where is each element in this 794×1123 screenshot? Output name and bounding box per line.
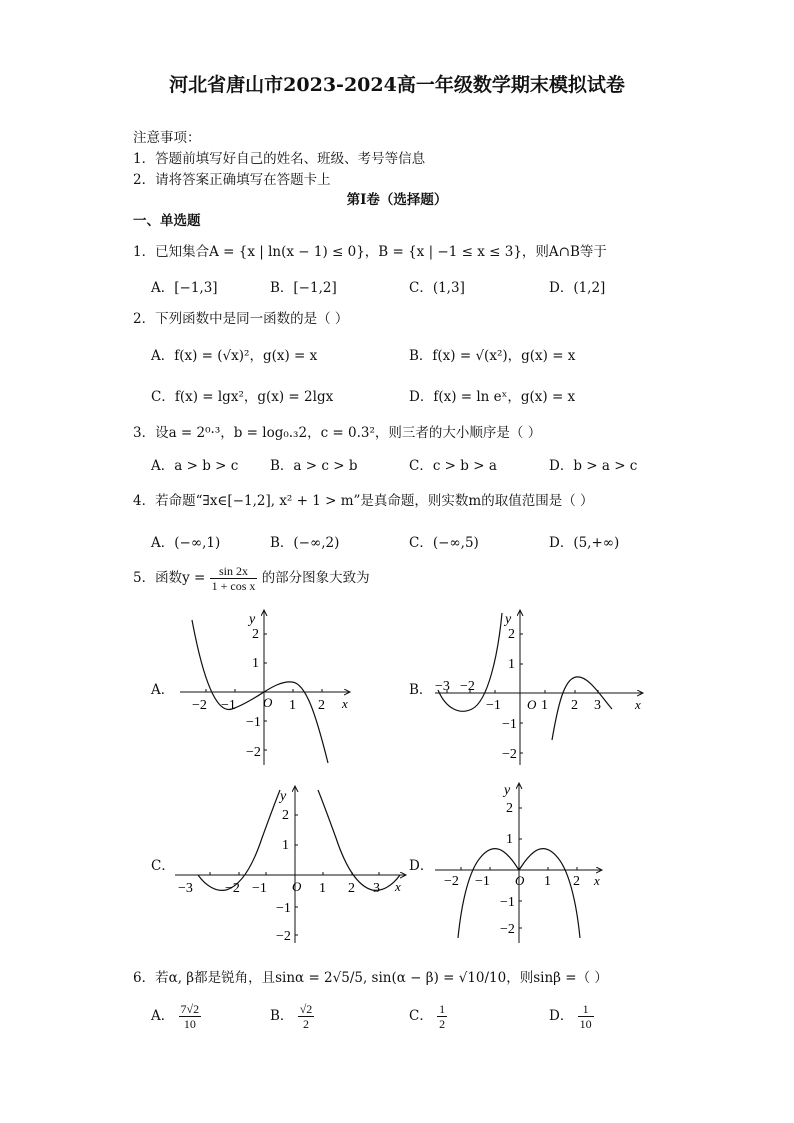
x-tick: −1: [486, 698, 501, 713]
q6-option-c: [409, 1002, 447, 1031]
graph-a: [170, 605, 370, 770]
curve-b-right: [552, 677, 612, 740]
q6-option-b-label: B．: [270, 1008, 294, 1024]
y-tick: −1: [500, 895, 515, 910]
x-label: x: [594, 873, 600, 888]
q1-option-c: C．(1,3]: [409, 280, 465, 296]
y-label: y: [249, 612, 256, 627]
x-tick: 2: [318, 698, 325, 713]
q6-b-num: √2: [299, 1002, 313, 1016]
q1-option-a: A．[−1,3]: [151, 280, 218, 296]
q6-option-d-label: D．: [549, 1008, 574, 1024]
q6-a-num: 7√2: [180, 1002, 200, 1016]
q5-fraction-num: sin 2x: [210, 564, 258, 579]
q6-option-a: [151, 1002, 201, 1031]
page-title: 河北省唐山市2023-2024高一年级数学期末模拟试卷: [169, 74, 625, 96]
y-tick: −1: [502, 717, 517, 732]
note-item-2: 2．请将答案正确填写在答题卡上: [133, 172, 331, 188]
part-title: 第I卷（选择题）: [346, 192, 448, 208]
question-1-stem: 1．已知集合A = {x | ln(x − 1) ≤ 0}，B = {x | −1 ≤ x ≤ 3}，则A∩B等于: [133, 244, 607, 260]
q5-option-a-label: A．: [151, 682, 175, 698]
x-tick: −3: [178, 881, 193, 896]
q6-b-den: 2: [303, 1017, 310, 1031]
x-label: x: [342, 696, 348, 711]
x-tick: 2: [573, 874, 580, 889]
y-label: y: [280, 789, 287, 804]
y-tick: 1: [252, 656, 259, 671]
q6-d-num: 1: [578, 1002, 594, 1017]
question-5-stem: [133, 564, 370, 593]
x-tick: −2: [444, 874, 459, 889]
q4-option-b: B．(−∞,2): [270, 535, 340, 551]
y-tick: −2: [500, 922, 515, 937]
q6-option-b-fraction: [298, 1002, 315, 1031]
q5-fraction-den: 1 + cos x: [211, 579, 256, 593]
y-tick: 2: [508, 627, 515, 642]
note-item-1: 1．答题前填写好自己的姓名、班级、考号等信息: [133, 151, 426, 167]
q6-option-b: [270, 1002, 314, 1031]
x-tick: 2: [571, 698, 578, 713]
q2-option-a: A．f(x) = (√x)²，g(x) = x: [151, 348, 318, 364]
q1-option-b: B．[−1,2]: [270, 280, 337, 296]
x-tick: 1: [544, 874, 551, 889]
q6-a-den: 10: [183, 1017, 196, 1031]
y-label: y: [504, 783, 511, 798]
x-tick: 2: [348, 881, 355, 896]
y-tick: −2: [246, 745, 261, 760]
x-tick: −1: [252, 881, 267, 896]
x-tick: 1: [319, 881, 326, 896]
graph-d: [430, 778, 610, 948]
y-tick: 2: [282, 808, 289, 823]
x-tick: 3: [373, 881, 380, 896]
q2-option-c: C．f(x) = lgx²，g(x) = 2lgx: [151, 389, 334, 405]
q5-stem-prefix: 5．函数y =: [133, 570, 206, 586]
x-tick: −2: [192, 698, 207, 713]
x-tick: 3: [594, 698, 601, 713]
q4-option-c: C．(−∞,5): [409, 535, 479, 551]
y-tick: −2: [276, 929, 291, 944]
x-tick: −2: [225, 881, 240, 896]
y-tick: −1: [276, 901, 291, 916]
q5-option-d-label: D．: [409, 858, 434, 874]
x-tick: 1: [289, 698, 296, 713]
x-tick: −3: [435, 679, 450, 694]
q5-option-c-label: C．: [151, 858, 175, 874]
y-tick: −1: [246, 715, 261, 730]
q1-option-d: D．(1,2]: [549, 280, 606, 296]
graph-b: [430, 605, 650, 770]
q3-option-c: C．c > b > a: [409, 458, 497, 474]
y-tick: 1: [282, 838, 289, 853]
q5-stem-suffix: 的部分图象大致为: [261, 570, 370, 586]
q4-option-a: A．(−∞,1): [151, 535, 221, 551]
x-tick: −1: [475, 874, 490, 889]
x-label: x: [635, 697, 641, 712]
y-tick: 2: [252, 627, 259, 642]
x-tick: 1: [541, 698, 548, 713]
question-2-stem: 2．下列函数中是同一函数的是（ ）: [133, 311, 349, 327]
q6-option-a-fraction: [179, 1002, 202, 1031]
q3-option-d: D．b > a > c: [549, 458, 638, 474]
q6-c-num: 1: [439, 1002, 446, 1016]
x-tick: −1: [221, 698, 236, 713]
origin-label: O: [292, 879, 302, 894]
q6-d-den: 10: [579, 1017, 592, 1031]
origin-label: O: [515, 873, 525, 888]
question-3-stem: 3．设a = 2⁰·³，b = log₀.₃2，c = 0.3²，则三者的大小顺序是（ ）: [133, 425, 542, 441]
q6-option-c-label: C．: [409, 1008, 433, 1024]
q4-option-d: D．(5,+∞): [549, 535, 620, 551]
q3-option-a: A．a > b > c: [151, 458, 239, 474]
curve-b-left: [438, 613, 502, 711]
y-tick: 1: [506, 832, 513, 847]
q2-option-d: D．f(x) = ln eˣ，g(x) = x: [409, 389, 576, 405]
q5-fraction: [210, 564, 258, 593]
section-title: 一、单选题: [133, 213, 201, 229]
notes-heading: 注意事项：: [133, 130, 201, 146]
y-tick: 2: [506, 801, 513, 816]
x-tick: −2: [460, 679, 475, 694]
question-6-stem: 6．若α, β都是锐角，且sinα = 2√5/5, sin(α − β) = √10/10，则sinβ =（ ）: [133, 970, 608, 986]
q6-option-d-fraction: [578, 1002, 594, 1031]
y-tick: −2: [502, 747, 517, 762]
x-label: x: [395, 879, 401, 894]
q6-c-den: 2: [439, 1017, 446, 1031]
origin-label: O: [527, 697, 537, 712]
graph-c: [170, 778, 410, 948]
y-tick: 1: [508, 657, 515, 672]
origin-label: O: [263, 695, 273, 710]
q2-option-b: B．f(x) = √(x²)，g(x) = x: [409, 348, 576, 364]
q3-option-b: B．a > c > b: [270, 458, 358, 474]
q6-option-d: [549, 1002, 594, 1031]
question-4-stem: 4．若命题“∃x∈[−1,2], x² + 1 > m”是真命题，则实数m的取值范围是（ ）: [133, 493, 594, 509]
q5-option-b-label: B．: [409, 682, 433, 698]
q6-option-c-fraction: [437, 1002, 447, 1031]
q6-option-a-label: A．: [151, 1008, 175, 1024]
y-label: y: [505, 612, 512, 627]
